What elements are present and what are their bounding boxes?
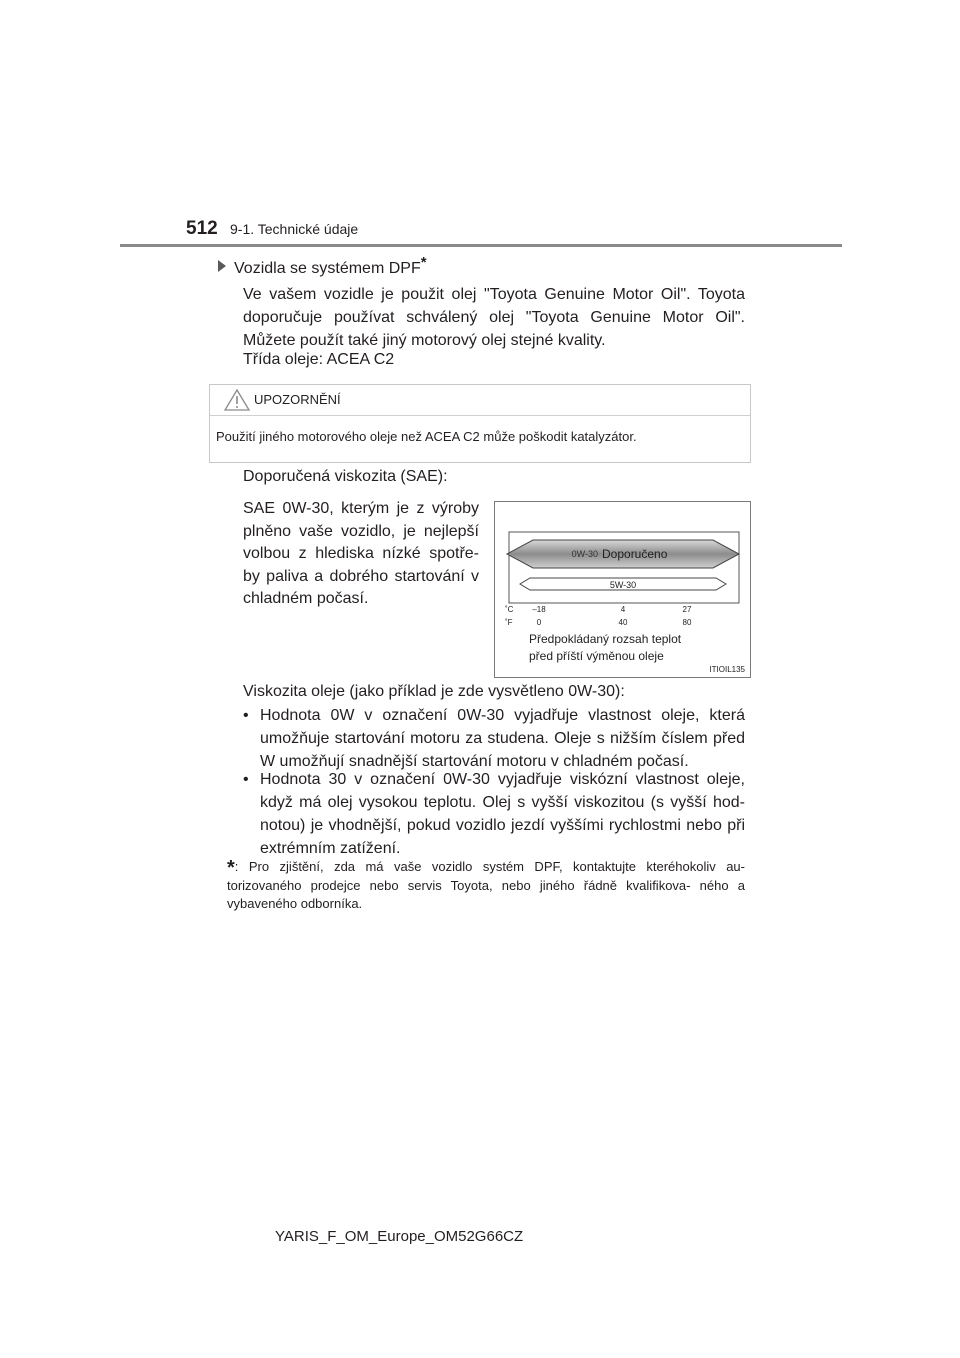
warning-header <box>210 385 750 416</box>
caption-line-2: před příští výměnou oleje <box>529 649 664 663</box>
caption-line-1: Předpokládaný rozsah teplot <box>529 632 682 646</box>
page-number: 512 <box>186 218 218 239</box>
bullet-dot-icon: • <box>243 707 249 724</box>
tick-f-2: 80 <box>682 618 692 627</box>
oil-class: Třída oleje: ACEA C2 <box>243 351 395 368</box>
unit-fahrenheit: ˚F <box>505 618 513 627</box>
dpf-heading-text: Vozidla se systémem DPF <box>234 260 421 277</box>
tick-f-0: 0 <box>536 618 542 627</box>
tick-c-1: 4 <box>620 605 626 614</box>
header-divider <box>120 244 842 247</box>
figure-code: ITIOIL135 <box>709 665 745 674</box>
footnote-text: : Pro zjištění, zda má vaše vozidlo systém DPF, kontaktujte kteréhokoliv au- torizovaného prodejce nebo servis Toyota, nebo jiného řádně kvalifikova- ného a vybaveného odborníka. <box>227 859 745 911</box>
footnote-star: * <box>227 857 235 879</box>
warning-triangle-icon <box>224 389 250 411</box>
viscosity-explanation: Viskozita oleje (jako příklad je zde vysvětleno 0W-30): <box>243 683 625 700</box>
warning-title: UPOZORNĚNÍ <box>254 392 341 407</box>
unit-celsius: ˚C <box>505 605 514 614</box>
recommended-label: Doporučeno <box>602 547 668 561</box>
warning-text: Použití jiného motorového oleje než ACEA C2 může poškodit katalyzátor. <box>216 429 637 444</box>
dpf-paragraph: Ve vašem vozidle je použit olej "Toyota Genuine Motor Oil". Toyota doporučuje používat schválený olej "Toyota Genuine Motor Oil". Můžete použít také jiný motorový olej stejné kvality. <box>243 286 745 349</box>
tick-c-2: 27 <box>682 605 692 614</box>
footer-doc-id: YARIS_F_OM_Europe_OM52G66CZ <box>275 1228 524 1245</box>
triangle-bullet-icon <box>218 260 226 272</box>
bullet-text: Hodnota 0W v označení 0W-30 vyjadřuje vlastnost oleje, která umožňuje startování motoru za studena. Oleje s nižším číslem před W umožňují snadnější startování motoru v chladném počasí. <box>260 707 745 770</box>
list-item <box>243 704 745 773</box>
list-item <box>243 768 745 860</box>
viscosity-heading: Doporučená viskozita (SAE): <box>243 468 448 485</box>
bullet-dot-icon: • <box>243 771 249 788</box>
dpf-heading <box>218 254 427 278</box>
dpf-star: * <box>420 254 427 271</box>
tick-c-0: –18 <box>532 605 546 614</box>
viscosity-diagram <box>494 501 751 678</box>
sae-paragraph: SAE 0W-30, kterým je z výroby plněno vaše vozidlo, je nejlepší volbou z hlediska nízké spotře- by paliva a dobrého startování v chladném počasí. <box>243 500 479 607</box>
warning-box <box>209 384 751 463</box>
footnote <box>227 858 745 913</box>
recommended-grade: 0W-30 <box>571 549 598 559</box>
bullet-text: Hodnota 30 v označení 0W-30 vyjadřuje viskózní vlastnost oleje, když má olej vysokou teplotu. Olej s vyšší viskozitou (s vyšší hod- notou) je vhodnější, pokud vozidlo jezdí vyššími rychlostmi nebo při extrémním zatížení. <box>260 771 745 857</box>
section-title: 9-1. Technické údaje <box>230 221 359 237</box>
other-grade: 5W-30 <box>609 580 637 590</box>
tick-f-1: 40 <box>618 618 628 627</box>
